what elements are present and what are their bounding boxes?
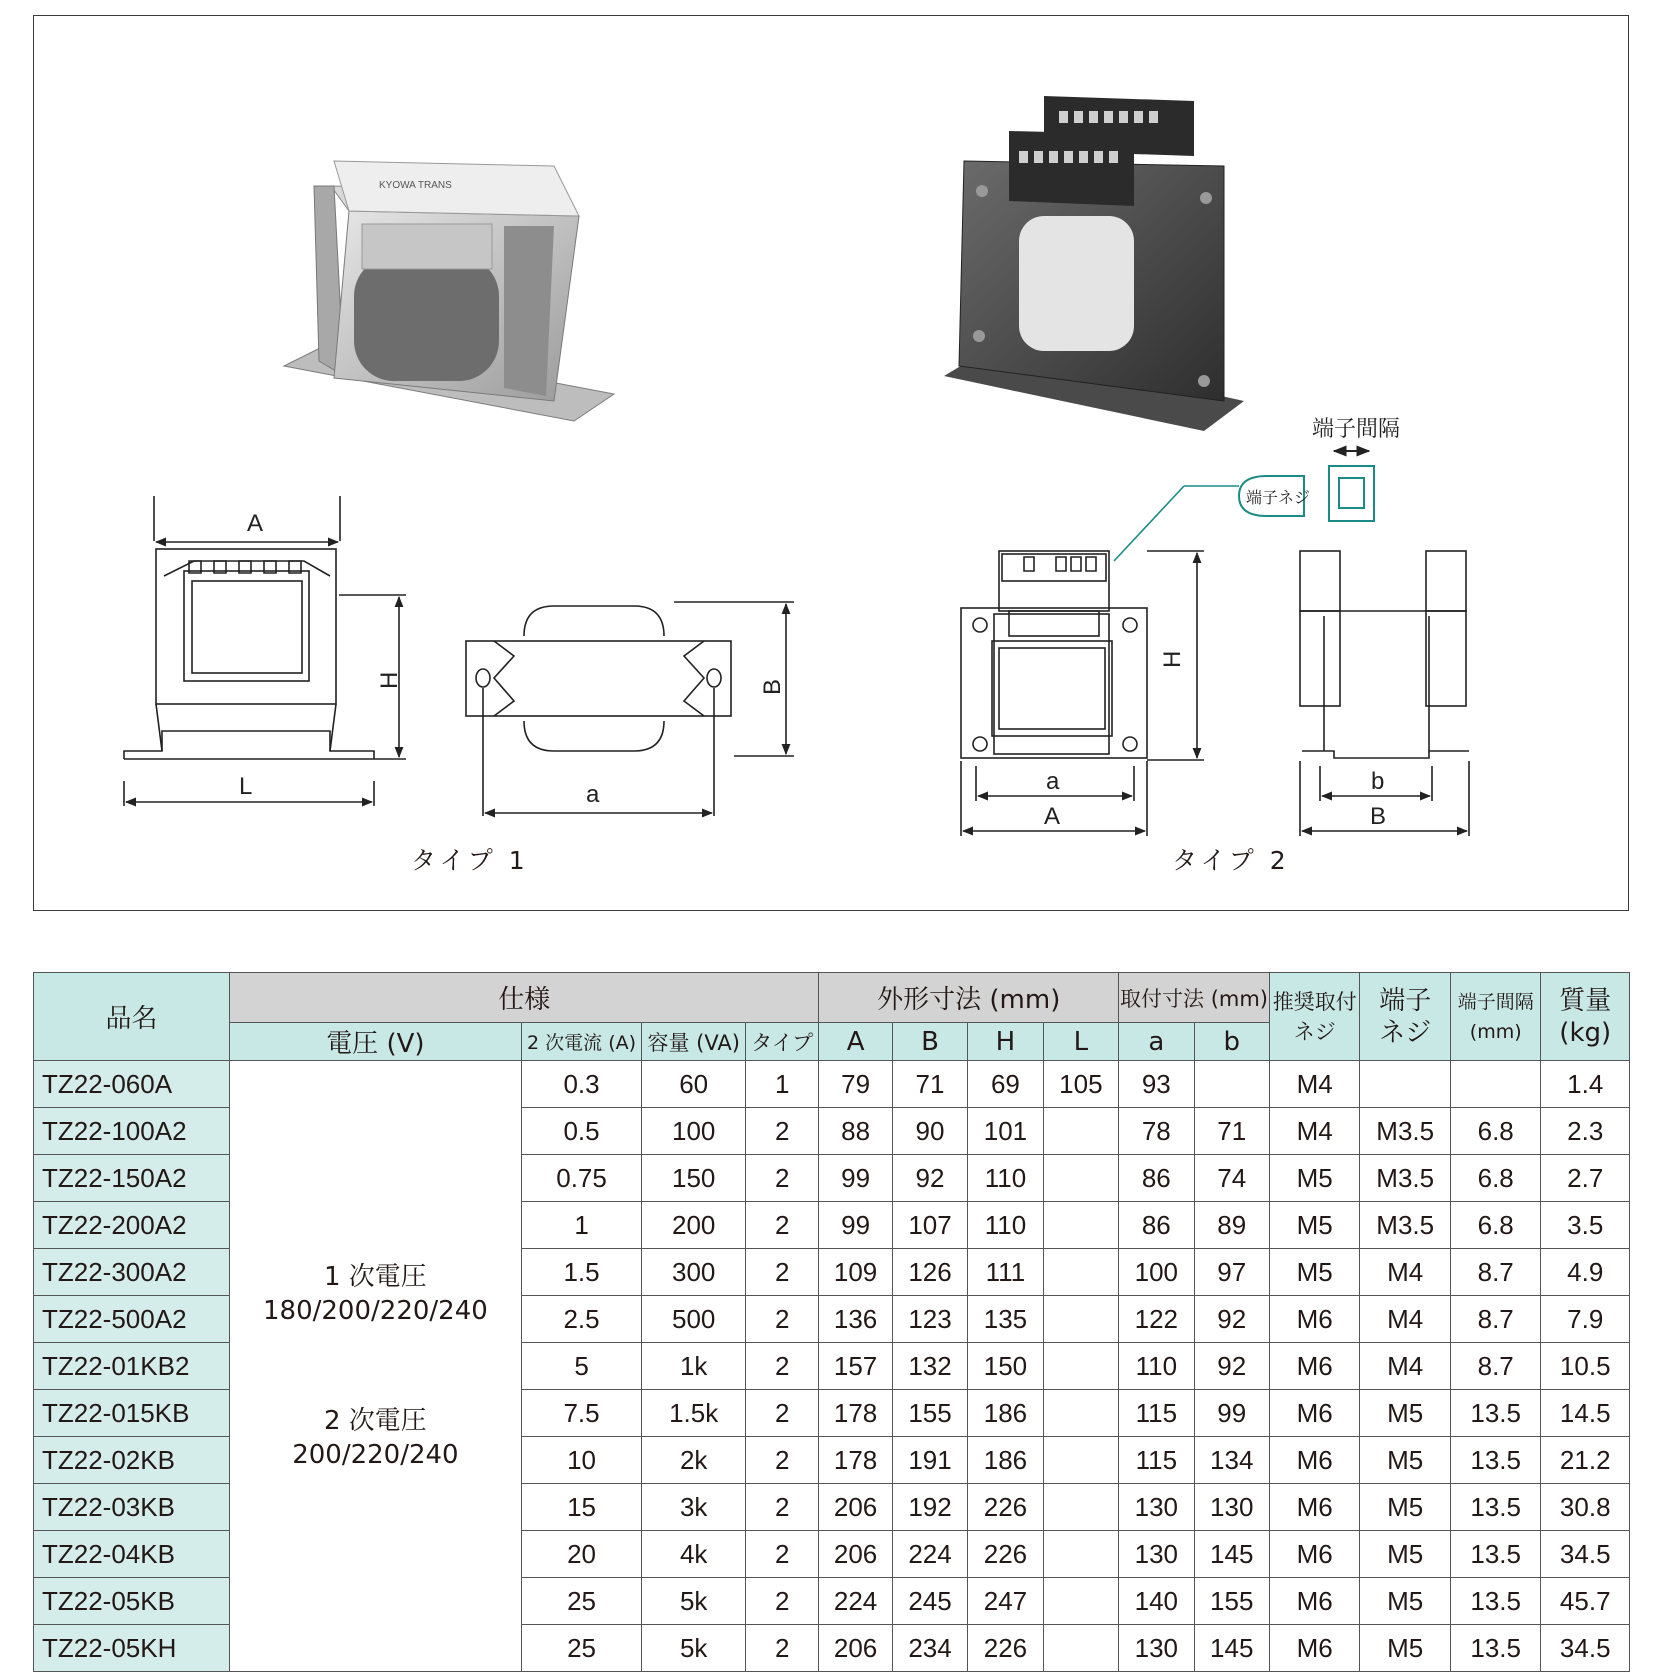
cell-type: 2 xyxy=(745,1108,818,1155)
cell-capacity: 5k xyxy=(642,1625,746,1672)
cell-current: 2.5 xyxy=(521,1296,642,1343)
cell-current: 20 xyxy=(521,1531,642,1578)
cell-term_screw: M5 xyxy=(1360,1578,1451,1625)
cell-current: 5 xyxy=(521,1343,642,1390)
cell-name: TZ22-150A2 xyxy=(34,1155,230,1202)
cell-current: 7.5 xyxy=(521,1390,642,1437)
cell-type: 2 xyxy=(745,1390,818,1437)
cell-A: 206 xyxy=(819,1531,892,1578)
cell-A: 99 xyxy=(819,1155,892,1202)
figure-panel xyxy=(33,15,1629,911)
cell-screw_rec: M6 xyxy=(1269,1437,1360,1484)
cell-A: 178 xyxy=(819,1437,892,1484)
cell-screw_rec: M5 xyxy=(1269,1202,1360,1249)
cell-A: 224 xyxy=(819,1578,892,1625)
header-type: タイプ xyxy=(745,1023,818,1061)
header-term-screw xyxy=(1360,973,1451,1061)
cell-name: TZ22-01KB2 xyxy=(34,1343,230,1390)
cell-type: 2 xyxy=(745,1437,818,1484)
type2-side-drawing xyxy=(1300,551,1469,836)
cell-screw_rec: M4 xyxy=(1269,1061,1360,1108)
cell-term_pitch: 13.5 xyxy=(1450,1578,1541,1625)
cell-b: 99 xyxy=(1194,1390,1269,1437)
cell-capacity: 500 xyxy=(642,1296,746,1343)
cell-a: 115 xyxy=(1119,1390,1194,1437)
cell-term_screw: M4 xyxy=(1360,1296,1451,1343)
header-term-screw-1: 端子 xyxy=(1379,985,1432,1016)
dim-b-type2: b xyxy=(1371,768,1385,795)
cell-B: 107 xyxy=(892,1202,967,1249)
cell-mass: 4.9 xyxy=(1541,1249,1630,1296)
cell-A: 79 xyxy=(819,1061,892,1108)
cell-type: 2 xyxy=(745,1578,818,1625)
cell-type: 2 xyxy=(745,1249,818,1296)
cell-capacity: 1.5k xyxy=(642,1390,746,1437)
cell-H: 226 xyxy=(968,1625,1043,1672)
cell-term_screw: M3.5 xyxy=(1360,1108,1451,1155)
header-b: b xyxy=(1194,1023,1269,1061)
cell-screw_rec: M6 xyxy=(1269,1296,1360,1343)
cell-term_pitch xyxy=(1450,1061,1541,1108)
cell-current: 1 xyxy=(521,1202,642,1249)
cell-L xyxy=(1043,1484,1118,1531)
cell-name: TZ22-03KB xyxy=(34,1484,230,1531)
cell-b: 89 xyxy=(1194,1202,1269,1249)
cell-capacity: 150 xyxy=(642,1155,746,1202)
header-H: H xyxy=(968,1023,1043,1061)
cell-term_pitch: 8.7 xyxy=(1450,1249,1541,1296)
cell-mass: 45.7 xyxy=(1541,1578,1630,1625)
dim-H-type2: H xyxy=(1159,650,1186,668)
cell-term_pitch: 13.5 xyxy=(1450,1484,1541,1531)
dim-A-type2: A xyxy=(1044,803,1061,830)
header-current: 2 次電流 (A) xyxy=(521,1023,642,1061)
cell-A: 178 xyxy=(819,1390,892,1437)
header-voltage: 電圧 (V) xyxy=(230,1023,522,1061)
product-photo-type2 xyxy=(944,96,1244,431)
voltage-text: 200/220/240 xyxy=(292,1440,459,1470)
cell-type: 2 xyxy=(745,1155,818,1202)
cell-a: 130 xyxy=(1119,1531,1194,1578)
cell-term_screw: M3.5 xyxy=(1360,1202,1451,1249)
cell-current: 1.5 xyxy=(521,1249,642,1296)
dim-B-type2: B xyxy=(1370,803,1387,830)
cell-type: 2 xyxy=(745,1343,818,1390)
cell-b xyxy=(1194,1061,1269,1108)
cell-screw_rec: M4 xyxy=(1269,1108,1360,1155)
cell-name: TZ22-500A2 xyxy=(34,1296,230,1343)
header-B: B xyxy=(892,1023,967,1061)
terminal-screw-label: 端子ネジ xyxy=(1246,488,1311,507)
cell-B: 191 xyxy=(892,1437,967,1484)
cell-current: 0.5 xyxy=(521,1108,642,1155)
cell-screw_rec: M6 xyxy=(1269,1578,1360,1625)
cell-b: 92 xyxy=(1194,1296,1269,1343)
spec-table xyxy=(33,972,1630,1672)
cell-B: 132 xyxy=(892,1343,967,1390)
dim-B-type1: B xyxy=(759,678,786,695)
dim-a-type2: a xyxy=(1046,768,1060,795)
cell-B: 192 xyxy=(892,1484,967,1531)
cell-current: 25 xyxy=(521,1578,642,1625)
cell-L: 105 xyxy=(1043,1061,1118,1108)
dim-A-type1: A xyxy=(247,510,264,537)
header-term-pitch-1: 端子間隔 xyxy=(1457,990,1534,1013)
cell-H: 110 xyxy=(968,1155,1043,1202)
cell-term_pitch: 8.7 xyxy=(1450,1343,1541,1390)
cell-H: 135 xyxy=(968,1296,1043,1343)
cell-current: 0.3 xyxy=(521,1061,642,1108)
cell-H: 247 xyxy=(968,1578,1043,1625)
cell-capacity: 300 xyxy=(642,1249,746,1296)
cell-A: 99 xyxy=(819,1202,892,1249)
cell-current: 0.75 xyxy=(521,1155,642,1202)
cell-name: TZ22-060A xyxy=(34,1061,230,1108)
cell-L xyxy=(1043,1155,1118,1202)
cell-term_pitch: 8.7 xyxy=(1450,1296,1541,1343)
terminal-detail xyxy=(1239,451,1374,521)
header-screw-rec-2: ネジ xyxy=(1293,1019,1336,1044)
header-name: 品名 xyxy=(34,973,230,1061)
figure-drawings xyxy=(34,16,1628,909)
cell-name: TZ22-05KB xyxy=(34,1578,230,1625)
header-spec: 仕様 xyxy=(230,973,819,1023)
cell-capacity: 2k xyxy=(642,1437,746,1484)
cell-term_pitch: 13.5 xyxy=(1450,1625,1541,1672)
cell-type: 2 xyxy=(745,1296,818,1343)
type1-label: タイプ 1 xyxy=(411,846,529,875)
header-outer: 外形寸法 (mm) xyxy=(819,973,1119,1023)
cell-term_screw: M4 xyxy=(1360,1249,1451,1296)
cell-screw_rec: M6 xyxy=(1269,1625,1360,1672)
cell-a: 86 xyxy=(1119,1155,1194,1202)
cell-H: 101 xyxy=(968,1108,1043,1155)
header-term-pitch xyxy=(1450,973,1541,1061)
cell-b: 145 xyxy=(1194,1531,1269,1578)
cell-L xyxy=(1043,1625,1118,1672)
cell-b: 145 xyxy=(1194,1625,1269,1672)
cell-b: 71 xyxy=(1194,1108,1269,1155)
header-screw-rec xyxy=(1269,973,1360,1061)
cell-b: 97 xyxy=(1194,1249,1269,1296)
cell-A: 136 xyxy=(819,1296,892,1343)
dim-a-type1: a xyxy=(586,781,600,808)
dim-L-type1: L xyxy=(239,773,253,800)
cell-name: TZ22-100A2 xyxy=(34,1108,230,1155)
cell-capacity: 3k xyxy=(642,1484,746,1531)
cell-type: 2 xyxy=(745,1484,818,1531)
cell-L xyxy=(1043,1108,1118,1155)
cell-capacity: 5k xyxy=(642,1578,746,1625)
cell-type: 2 xyxy=(745,1531,818,1578)
cell-current: 25 xyxy=(521,1625,642,1672)
cell-b: 155 xyxy=(1194,1578,1269,1625)
terminal-pitch-label: 端子間隔 xyxy=(1312,417,1401,442)
cell-L xyxy=(1043,1296,1118,1343)
cell-B: 90 xyxy=(892,1108,967,1155)
cell-term_pitch: 13.5 xyxy=(1450,1531,1541,1578)
cell-A: 206 xyxy=(819,1625,892,1672)
cell-term_screw: M4 xyxy=(1360,1343,1451,1390)
cell-H: 110 xyxy=(968,1202,1043,1249)
cell-mass: 7.9 xyxy=(1541,1296,1630,1343)
header-A: A xyxy=(819,1023,892,1061)
voltage-text: 180/200/220/240 xyxy=(263,1296,488,1326)
cell-L xyxy=(1043,1249,1118,1296)
cell-L xyxy=(1043,1390,1118,1437)
cell-a: 140 xyxy=(1119,1578,1194,1625)
cell-H: 111 xyxy=(968,1249,1043,1296)
cell-a: 100 xyxy=(1119,1249,1194,1296)
cell-A: 109 xyxy=(819,1249,892,1296)
cell-B: 224 xyxy=(892,1531,967,1578)
cell-name: TZ22-015KB xyxy=(34,1390,230,1437)
cell-screw_rec: M6 xyxy=(1269,1531,1360,1578)
cell-b: 130 xyxy=(1194,1484,1269,1531)
cell-mass: 30.8 xyxy=(1541,1484,1630,1531)
voltage-text: 1 次電圧 xyxy=(324,1262,427,1292)
cell-a: 78 xyxy=(1119,1108,1194,1155)
cell-L xyxy=(1043,1578,1118,1625)
cell-B: 234 xyxy=(892,1625,967,1672)
header-term-screw-2: ネジ xyxy=(1379,1017,1432,1048)
cell-term_pitch: 13.5 xyxy=(1450,1390,1541,1437)
cell-term_screw: M5 xyxy=(1360,1531,1451,1578)
cell-term_pitch: 13.5 xyxy=(1450,1437,1541,1484)
cell-name: TZ22-200A2 xyxy=(34,1202,230,1249)
header-mass xyxy=(1541,973,1630,1061)
cell-A: 157 xyxy=(819,1343,892,1390)
cell-term_screw: M5 xyxy=(1360,1437,1451,1484)
cell-B: 92 xyxy=(892,1155,967,1202)
cell-A: 206 xyxy=(819,1484,892,1531)
cell-term_pitch: 6.8 xyxy=(1450,1202,1541,1249)
type2-label: タイプ 2 xyxy=(1172,846,1290,875)
header-term-pitch-2: (mm) xyxy=(1469,1020,1522,1043)
cell-name: TZ22-300A2 xyxy=(34,1249,230,1296)
cell-B: 123 xyxy=(892,1296,967,1343)
cell-L xyxy=(1043,1531,1118,1578)
cell-a: 122 xyxy=(1119,1296,1194,1343)
header-L: L xyxy=(1043,1023,1118,1061)
cell-a: 130 xyxy=(1119,1484,1194,1531)
cell-term_screw: M5 xyxy=(1360,1484,1451,1531)
cell-screw_rec: M6 xyxy=(1269,1390,1360,1437)
cell-term_screw: M3.5 xyxy=(1360,1155,1451,1202)
type1-front-drawing xyxy=(124,496,406,806)
spec-table-body xyxy=(34,1061,1630,1672)
cell-type: 1 xyxy=(745,1061,818,1108)
cell-mass: 2.3 xyxy=(1541,1108,1630,1155)
cell-term_pitch: 6.8 xyxy=(1450,1108,1541,1155)
cell-mass: 2.7 xyxy=(1541,1155,1630,1202)
cell-H: 226 xyxy=(968,1484,1043,1531)
table-row xyxy=(34,1061,1630,1108)
cell-mass: 3.5 xyxy=(1541,1202,1630,1249)
cell-capacity: 1k xyxy=(642,1343,746,1390)
header-screw-rec-1: 推奨取付 xyxy=(1272,989,1357,1014)
cell-type: 2 xyxy=(745,1202,818,1249)
voltage-cell xyxy=(230,1061,522,1672)
header-mass-2: (kg) xyxy=(1559,1017,1612,1048)
cell-screw_rec: M5 xyxy=(1269,1249,1360,1296)
cell-b: 92 xyxy=(1194,1343,1269,1390)
cell-capacity: 100 xyxy=(642,1108,746,1155)
header-mount: 取付寸法 (mm) xyxy=(1119,973,1270,1023)
cell-mass: 14.5 xyxy=(1541,1390,1630,1437)
cell-name: TZ22-02KB xyxy=(34,1437,230,1484)
cell-name: TZ22-05KH xyxy=(34,1625,230,1672)
cell-b: 134 xyxy=(1194,1437,1269,1484)
cell-b: 74 xyxy=(1194,1155,1269,1202)
cell-screw_rec: M6 xyxy=(1269,1343,1360,1390)
cell-H: 226 xyxy=(968,1531,1043,1578)
cell-B: 126 xyxy=(892,1249,967,1296)
cell-L xyxy=(1043,1437,1118,1484)
cell-B: 155 xyxy=(892,1390,967,1437)
cell-a: 115 xyxy=(1119,1437,1194,1484)
cell-current: 10 xyxy=(521,1437,642,1484)
cell-screw_rec: M6 xyxy=(1269,1484,1360,1531)
cell-a: 86 xyxy=(1119,1202,1194,1249)
cell-mass: 10.5 xyxy=(1541,1343,1630,1390)
cell-B: 71 xyxy=(892,1061,967,1108)
cell-term_screw: M5 xyxy=(1360,1625,1451,1672)
cell-capacity: 4k xyxy=(642,1531,746,1578)
cell-capacity: 200 xyxy=(642,1202,746,1249)
cell-term_screw: M5 xyxy=(1360,1390,1451,1437)
cell-mass: 21.2 xyxy=(1541,1437,1630,1484)
header-a: a xyxy=(1119,1023,1194,1061)
cell-mass: 1.4 xyxy=(1541,1061,1630,1108)
voltage-text: 2 次電圧 xyxy=(324,1406,427,1436)
cell-H: 150 xyxy=(968,1343,1043,1390)
cell-mass: 34.5 xyxy=(1541,1531,1630,1578)
cell-mass: 34.5 xyxy=(1541,1625,1630,1672)
cell-L xyxy=(1043,1343,1118,1390)
cell-term_pitch: 6.8 xyxy=(1450,1155,1541,1202)
cell-capacity: 60 xyxy=(642,1061,746,1108)
cell-H: 69 xyxy=(968,1061,1043,1108)
cell-H: 186 xyxy=(968,1390,1043,1437)
header-capacity: 容量 (VA) xyxy=(642,1023,746,1061)
cell-a: 110 xyxy=(1119,1343,1194,1390)
cell-L xyxy=(1043,1202,1118,1249)
dim-H-type1: H xyxy=(376,671,403,689)
cell-current: 15 xyxy=(521,1484,642,1531)
cell-name: TZ22-04KB xyxy=(34,1531,230,1578)
type1-top-drawing xyxy=(466,602,794,816)
cell-A: 88 xyxy=(819,1108,892,1155)
cell-a: 130 xyxy=(1119,1625,1194,1672)
cell-screw_rec: M5 xyxy=(1269,1155,1360,1202)
cell-a: 93 xyxy=(1119,1061,1194,1108)
cell-H: 186 xyxy=(968,1437,1043,1484)
cell-B: 245 xyxy=(892,1578,967,1625)
header-mass-1: 質量 xyxy=(1559,985,1612,1016)
product-photo-type1 xyxy=(284,161,614,421)
cell-term_screw xyxy=(1360,1061,1451,1108)
cell-type: 2 xyxy=(745,1625,818,1672)
type2-front-drawing xyxy=(961,486,1239,836)
svg-text:KYOWA TRANS: KYOWA TRANS xyxy=(379,180,452,191)
